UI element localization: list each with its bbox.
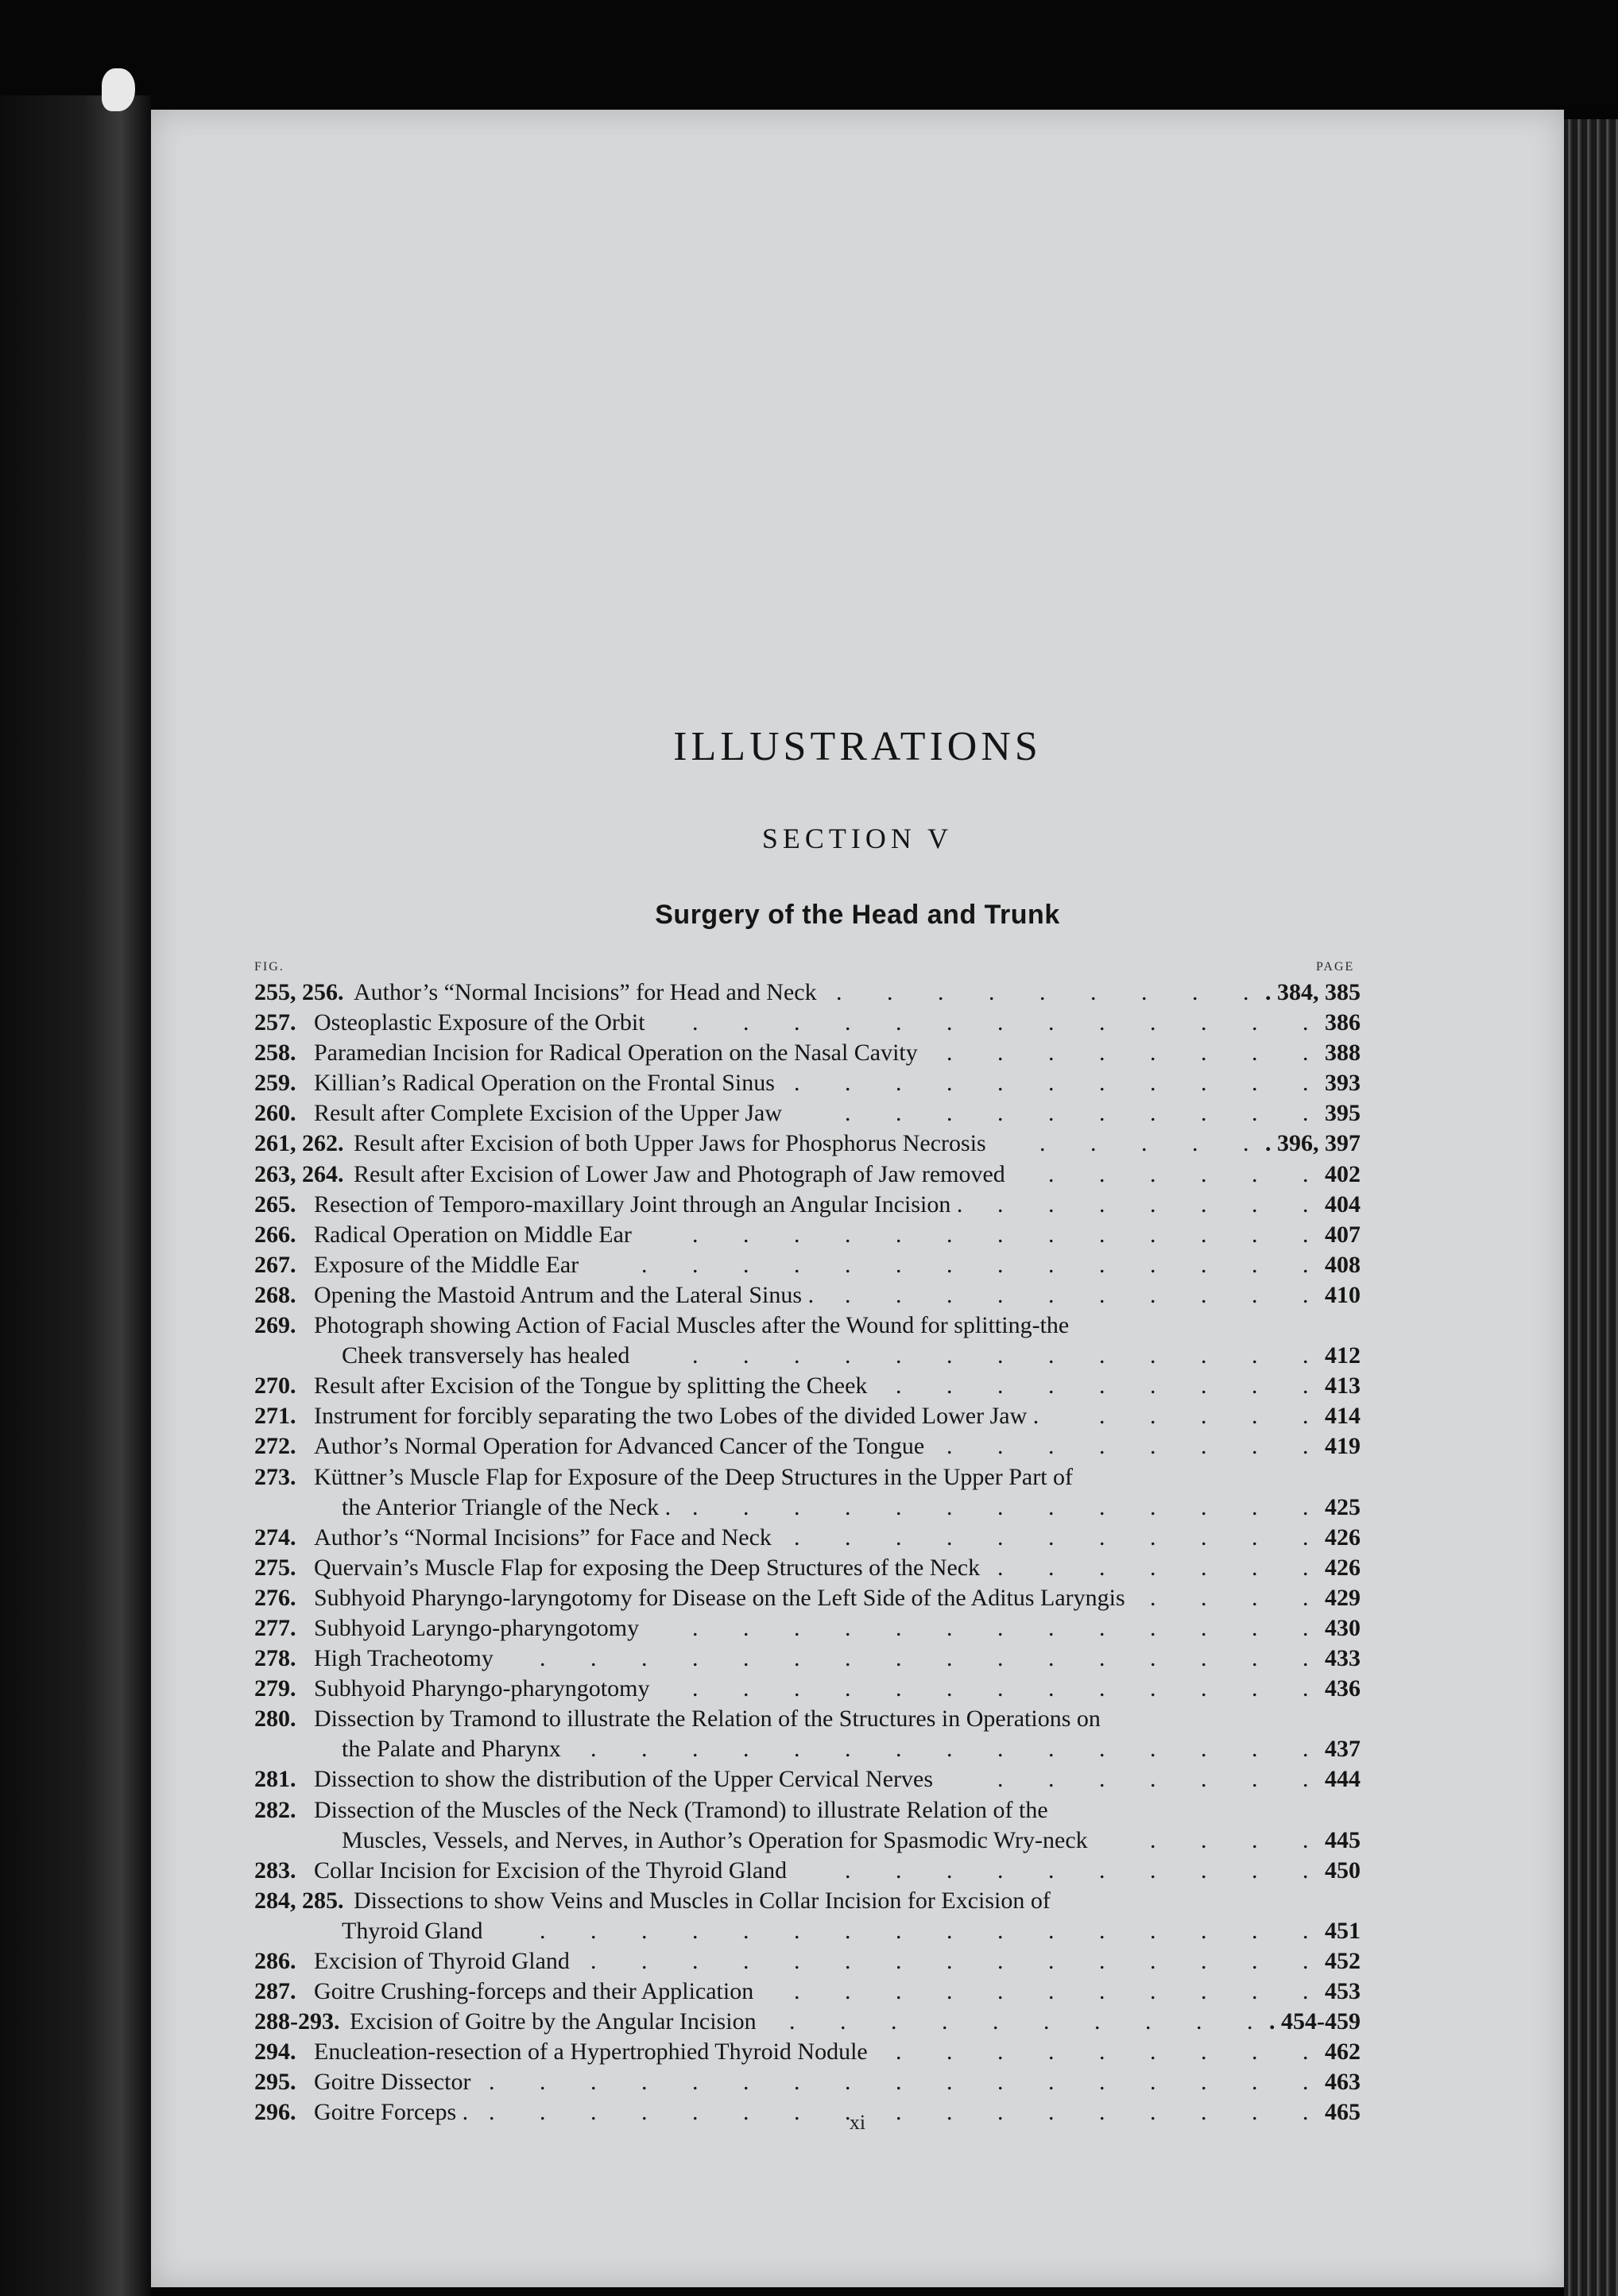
figure-number: 276.	[254, 1584, 296, 1611]
figure-number: 260.	[254, 1100, 296, 1127]
illustration-title: Resection of Temporo-maxillary Joint through an Angular Incision .	[314, 1191, 963, 1218]
list-item	[254, 1098, 1361, 1129]
list-item	[254, 1674, 1361, 1704]
list-item	[254, 1401, 1361, 1431]
page-reference: 452	[1325, 1948, 1361, 1974]
page-reference: 463	[1325, 2069, 1361, 2096]
dot-leaders: . . . . . .	[1048, 1160, 1309, 1187]
dot-leaders: . . . . . . . . . . . . . . . . .	[489, 2069, 1309, 2096]
list-item	[254, 2007, 1361, 2037]
illustration-title: Dissection by Tramond to illustrate the Relation of the Structures in Operations on	[314, 1706, 1101, 1733]
list-item	[254, 2037, 1361, 2067]
dot-leaders: . . . . . . . . . . .	[794, 1524, 1309, 1551]
page-reference: . 384, 385	[1265, 979, 1361, 1005]
illustration-title: Subhyoid Pharyngo-pharyngotomy	[314, 1675, 650, 1702]
list-item	[254, 1916, 1361, 1946]
illustration-title: Result after Excision of both Upper Jaws for Phosphorus Necrosis	[354, 1130, 986, 1157]
page-reference: 414	[1325, 1403, 1361, 1430]
dot-leaders: . . . . . . . . . . . . . . . .	[540, 1645, 1309, 1672]
figure-number: 255, 256.	[254, 979, 344, 1005]
figure-number: 268.	[254, 1281, 296, 1308]
list-item	[254, 1431, 1361, 1462]
illustration-title: the Anterior Triangle of the Neck .	[342, 1493, 672, 1520]
illustration-title: Cheek transversely has healed	[342, 1342, 630, 1369]
dot-leaders: . . . . . . .	[997, 1766, 1309, 1793]
figure-number: 269.	[254, 1312, 296, 1339]
list-item	[254, 1886, 1361, 1916]
dot-leaders: . . . . . . . . . . . . . . . .	[540, 1917, 1309, 1944]
page-reference: 386	[1325, 1009, 1361, 1036]
illustration-title: Enucleation-resection of a Hypertrophied Thyroid Nodule	[314, 2039, 868, 2066]
page-reference: 408	[1325, 1251, 1361, 1278]
dot-leaders: . . . . . . . . . . . . . . .	[590, 1948, 1309, 1974]
list-item	[254, 1160, 1361, 1190]
dot-leaders: . . . . . . . . . .	[845, 1857, 1309, 1884]
figure-number: 282.	[254, 1796, 296, 1823]
dot-leaders: . . . . . . . . .	[896, 1373, 1309, 1400]
page-reference: 430	[1325, 1614, 1361, 1641]
page-reference: 413	[1325, 1373, 1361, 1400]
page-reference: 433	[1325, 1645, 1361, 1672]
illustration-title: Osteoplastic Exposure of the Orbit	[314, 1009, 645, 1036]
illustration-title: Photograph showing Action of Facial Muscles after the Wound for splitting-the	[314, 1312, 1070, 1339]
illustration-title: Dissection to show the distribution of the Upper Cervical Nerves	[314, 1766, 934, 1793]
page-reference: 407	[1325, 1221, 1361, 1248]
figure-number: 278.	[254, 1645, 296, 1672]
illustration-title: Result after Complete Excision of the Upper Jaw	[314, 1100, 783, 1127]
figure-number: 258.	[254, 1040, 296, 1067]
list-item	[254, 1795, 1361, 1826]
page-reference: 444	[1325, 1766, 1361, 1793]
list-item	[254, 1946, 1361, 1977]
illustration-title: Opening the Mastoid Antrum and the Lateral Sinus .	[314, 1281, 815, 1308]
dot-leaders: . . . . . . . . . . . . .	[692, 1614, 1309, 1641]
illustration-title: Dissections to show Veins and Muscles in Collar Incision for Excision of	[354, 1887, 1051, 1914]
page-folio: xi	[849, 2111, 866, 2134]
figure-number: 286.	[254, 1948, 296, 1974]
page-reference: 445	[1325, 1826, 1361, 1853]
illustration-title: Paramedian Incision for Radical Operation on the Nasal Cavity	[314, 1040, 918, 1067]
list-item	[254, 1220, 1361, 1250]
dot-leaders: . . . . . . . . .	[896, 2039, 1309, 2066]
dot-leaders: . . . .	[1150, 1826, 1309, 1853]
list-item	[254, 1038, 1361, 1068]
figure-number: 288-293.	[254, 2008, 340, 2035]
page-reference: 410	[1325, 1281, 1361, 1308]
list-item	[254, 1280, 1361, 1311]
figure-number: 279.	[254, 1675, 296, 1702]
page-reference: 462	[1325, 2039, 1361, 2066]
illustration-title: Subhyoid Pharyngo-laryngotomy for Disease on the Left Side of the Aditus Laryngis	[314, 1584, 1125, 1611]
page-reference: . 454-459	[1269, 2008, 1361, 2035]
list-item	[254, 1644, 1361, 1674]
figure-number: 263, 264.	[254, 1160, 344, 1187]
section-heading: SECTION V	[761, 823, 954, 854]
dot-leaders: . . . . . . .	[997, 1554, 1309, 1581]
list-item	[254, 1068, 1361, 1098]
list-item	[254, 1190, 1361, 1220]
illustration-title: Author’s Normal Operation for Advanced Cancer of the Tongue	[314, 1433, 925, 1460]
illustration-title: Result after Excision of the Tongue by splitting the Cheek	[314, 1373, 868, 1400]
dot-leaders: . . . . . . . . . .	[845, 1100, 1309, 1127]
dot-leaders: . . . . . . . . .	[836, 979, 1249, 1005]
illustration-title: Quervain’s Muscle Flap for exposing the Deep Structures of the Neck	[314, 1554, 981, 1581]
figure-number: 259.	[254, 1070, 296, 1097]
page-reference: 393	[1325, 1070, 1361, 1097]
illustration-title: the Palate and Pharynx	[342, 1736, 561, 1763]
illustration-title: Result after Excision of Lower Jaw and Photograph of Jaw removed	[354, 1160, 1005, 1187]
figure-number: 283.	[254, 1857, 296, 1884]
illustration-title: Subhyoid Laryngo-pharyngotomy	[314, 1614, 640, 1641]
list-item	[254, 1008, 1361, 1038]
dot-leaders: . . . . . . .	[997, 1191, 1309, 1218]
dot-leaders: . . . . . . . . . . . . . . . . .	[489, 2099, 1309, 2126]
page-reference: 419	[1325, 1433, 1361, 1460]
illustration-title: High Tracheotomy	[314, 1645, 494, 1672]
page-reference: 404	[1325, 1191, 1361, 1218]
figure-number: 284, 285.	[254, 1887, 344, 1914]
list-item	[254, 1764, 1361, 1795]
page-reference: 426	[1325, 1554, 1361, 1581]
illustration-title: Küttner’s Muscle Flap for Exposure of the Deep Structures in the Upper Part of	[314, 1463, 1074, 1490]
dot-leaders: . . . . . . . .	[946, 1433, 1309, 1460]
figure-number: 287.	[254, 1978, 296, 2005]
figure-number: 296.	[254, 2099, 296, 2126]
dot-leaders: . . . . . . . . . . . . . .	[641, 1251, 1309, 1278]
page-reference: 436	[1325, 1675, 1361, 1702]
scan-background-top	[0, 0, 1618, 111]
page-edges-stack	[1564, 119, 1618, 2296]
page-reference: 437	[1325, 1736, 1361, 1763]
illustration-title: Thyroid Gland	[342, 1917, 483, 1944]
scan-corner-mark	[102, 68, 135, 111]
illustration-title: Dissection of the Muscles of the Neck (Tramond) to illustrate Relation of the	[314, 1796, 1048, 1823]
list-item	[254, 1129, 1361, 1159]
page-reference: . 396, 397	[1265, 1130, 1361, 1157]
illustration-list	[254, 978, 1361, 2128]
page-reference: 395	[1325, 1100, 1361, 1127]
page-reference: 451	[1325, 1917, 1361, 1944]
dot-leaders: . . . . .	[1039, 1130, 1249, 1157]
fig-column-label: FIG.	[254, 960, 285, 974]
list-item	[254, 1613, 1361, 1644]
list-item	[254, 2067, 1361, 2097]
list-item	[254, 1311, 1361, 1341]
figure-number: 273.	[254, 1463, 296, 1490]
illustration-title: Radical Operation on Middle Ear	[314, 1221, 632, 1248]
dot-leaders: . . . . . . . .	[946, 1040, 1309, 1067]
illustration-title: Goitre Forceps .	[314, 2099, 469, 2126]
list-item	[254, 1523, 1361, 1553]
figure-number: 294.	[254, 2039, 296, 2066]
dot-leaders: . . . . . . . . . . . . .	[692, 1009, 1309, 1036]
figure-number: 280.	[254, 1706, 296, 1733]
list-item	[254, 1250, 1361, 1280]
list-item	[254, 1734, 1361, 1764]
list-item	[254, 1856, 1361, 1886]
figure-number: 274.	[254, 1524, 296, 1551]
dot-leaders: . . . . . . . . . . . . .	[692, 1342, 1309, 1369]
section-subtitle: Surgery of the Head and Trunk	[655, 900, 1060, 930]
figure-number: 270.	[254, 1373, 296, 1400]
page-reference: 412	[1325, 1342, 1361, 1369]
list-item	[254, 1826, 1361, 1856]
list-item	[254, 1493, 1361, 1523]
list-item	[254, 1553, 1361, 1583]
book-page	[151, 110, 1564, 2287]
dot-leaders: . . . . . . . . . . .	[794, 1070, 1309, 1097]
page-title: ILLUSTRATIONS	[673, 724, 1042, 769]
illustration-title: Killian’s Radical Operation on the Frontal Sinus	[314, 1070, 775, 1097]
page-reference: 465	[1325, 2099, 1361, 2126]
dot-leaders: . . . . .	[1099, 1403, 1309, 1430]
figure-number: 257.	[254, 1009, 296, 1036]
illustration-title: Excision of Thyroid Gland	[314, 1948, 570, 1974]
list-item	[254, 1371, 1361, 1401]
dot-leaders: . . . . . . . . . .	[789, 2008, 1253, 2035]
illustration-title: Excision of Goitre by the Angular Incision	[350, 2008, 757, 2035]
dot-leaders: . . . . . . . . . . .	[794, 1978, 1309, 2005]
dot-leaders: . . . . . . . . . . . . .	[692, 1675, 1309, 1702]
page-reference: 402	[1325, 1160, 1361, 1187]
figure-number: 275.	[254, 1554, 296, 1581]
page-reference: 426	[1325, 1524, 1361, 1551]
figure-number: 272.	[254, 1433, 296, 1460]
page-reference: 453	[1325, 1978, 1361, 2005]
list-item	[254, 978, 1361, 1008]
page-reference: 425	[1325, 1493, 1361, 1520]
illustration-title: Collar Incision for Excision of the Thyroid Gland	[314, 1857, 788, 1884]
illustration-title: Author’s “Normal Incisions” for Head and Neck	[354, 979, 817, 1005]
list-item	[254, 1977, 1361, 2007]
dot-leaders: . . . . . . . . . . . . .	[692, 1221, 1309, 1248]
figure-number: 277.	[254, 1614, 296, 1641]
page-reference: 429	[1325, 1584, 1361, 1611]
figure-number: 281.	[254, 1766, 296, 1793]
illustration-title: Goitre Dissector	[314, 2069, 471, 2096]
list-item	[254, 1341, 1361, 1371]
book-spine-shadow	[0, 95, 151, 2296]
figure-number: 267.	[254, 1251, 296, 1278]
dot-leaders: . . . . . . . . . . . . .	[692, 1493, 1309, 1520]
list-item	[254, 1704, 1361, 1734]
figure-number: 271.	[254, 1403, 296, 1430]
illustration-title: Exposure of the Middle Ear	[314, 1251, 579, 1278]
page-column-label: PAGE	[1316, 960, 1355, 974]
list-item	[254, 1583, 1361, 1613]
list-item	[254, 1462, 1361, 1493]
dot-leaders: . . . .	[1150, 1584, 1309, 1611]
figure-number: 261, 262.	[254, 1130, 344, 1157]
figure-number: 265.	[254, 1191, 296, 1218]
figure-number: 295.	[254, 2069, 296, 2096]
illustration-title: Instrument for forcibly separating the two Lobes of the divided Lower Jaw .	[314, 1403, 1039, 1430]
illustration-title: Goitre Crushing-forceps and their Application	[314, 1978, 754, 2005]
page-reference: 388	[1325, 1040, 1361, 1067]
page-reference: 450	[1325, 1857, 1361, 1884]
dot-leaders: . . . . . . . . . . . . . . .	[590, 1736, 1309, 1763]
dot-leaders: . . . . . . . . . .	[845, 1281, 1309, 1308]
illustration-title: Muscles, Vessels, and Nerves, in Author’s Operation for Spasmodic Wry-neck	[342, 1826, 1088, 1853]
illustration-title: Author’s “Normal Incisions” for Face and Neck	[314, 1524, 772, 1551]
figure-number: 266.	[254, 1221, 296, 1248]
